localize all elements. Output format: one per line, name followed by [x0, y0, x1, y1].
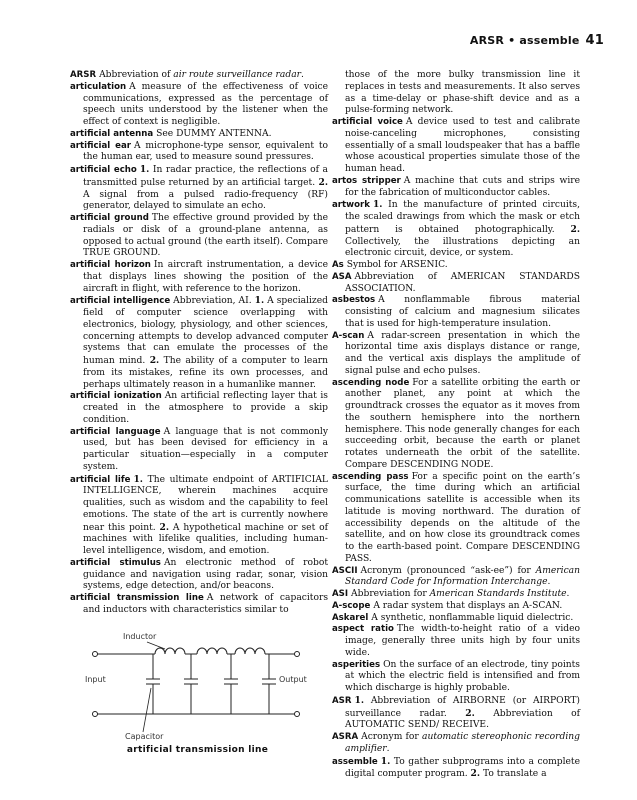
output-terminal-bottom: [295, 712, 300, 717]
dictionary-entry: [332, 624, 580, 659]
entry-text: .: [566, 589, 570, 599]
inductor-1: [155, 648, 185, 654]
entry-headword: artificial language: [70, 426, 161, 437]
dictionary-entry: [70, 213, 328, 260]
entry-text: Abbreviation, AI.: [173, 296, 255, 307]
dictionary-entry: [332, 199, 580, 260]
dictionary-entry: [332, 472, 580, 566]
entry-text: A radar system that displays an A-SCAN.: [373, 600, 563, 611]
entry-text: The ability of a computer to learn from its mistakes, refine its own processes, and perhaps ultimately reason in a humanlike manner.: [83, 356, 328, 390]
entry-text: In radar practice, the reflections of a transmitted pulse returned by an artificial target.: [83, 165, 328, 188]
entry-text: A radar-screen presentation in which the horizontal time axis displays distance or range, and the vertical axis displays the amplitude of signal pulse and echo pulses.: [345, 330, 580, 376]
entry-headword: artificial ground: [70, 213, 149, 223]
capacitor-3: [224, 654, 238, 714]
entry-text: On the surface of an electrode, tiny points at which the electric field is intensified and from which discharge is highly probable.: [345, 659, 580, 693]
entry-text: A measure of the effectiveness of voice communications, expressed as the percentage of speech units understood by the listener when the effect of context is negligible.: [83, 81, 328, 127]
entry-text: 1.: [372, 199, 383, 211]
entry-text: An electronic method of robot guidance and navigation using radar, sonar, vision systems, edge detection, and/or beacons.: [83, 557, 328, 592]
circuit-diagram: [85, 628, 310, 740]
entry-text: Abbreviation of AMERICAN STANDARDS ASSOCIATION.: [345, 271, 580, 294]
entry-text: Symbol for ARSENIC.: [346, 260, 448, 270]
entry-text: For a specific point on the earth’s surface, the time during which an artificial communications satellite is accessible when its latitude is moving northward. The duration of accessibility depends on the altitude of the satellite, and on how close its groundtrack comes to the earth-based point. Compare DESCENDING PASS.: [345, 471, 581, 564]
entry-text: 2.: [470, 768, 481, 780]
left-column: [70, 70, 328, 617]
entry-headword: ARSR: [70, 70, 97, 80]
entry-headword: asbestos: [332, 295, 376, 306]
entry-text: 1.: [133, 473, 143, 485]
entry-text: A nonflammable fibrous material consisting of calcium and magnesium silicates that is used for high-temperature insulation.: [345, 295, 580, 329]
dictionary-entry: [332, 589, 580, 601]
entry-headword: ASRA: [332, 732, 359, 742]
capacitor-4: [262, 654, 276, 714]
entry-text: .: [386, 743, 390, 754]
input-terminal-top: [93, 652, 98, 657]
entry-text: A synthetic, nonflammable liquid dielectric.: [371, 612, 574, 623]
entry-headword: artificial transmission line: [70, 593, 204, 603]
entry-headword: artificial echo: [70, 165, 137, 175]
dictionary-entry: [332, 295, 580, 330]
inductor-3: [235, 648, 265, 654]
entry-text: A specialized field of computer science overlapping with electronics, biology, physiology, and other sciences, concerning attempts to develop advanced computer systems that can emulate the processes of the human mind.: [83, 296, 328, 366]
entry-text: 1.: [354, 694, 364, 706]
dictionary-entry: [332, 613, 580, 625]
dictionary-entry: [332, 176, 580, 200]
entry-text: In the manufacture of printed circuits, the scaled drawings from which the mask or etch pattern is obtained photographically.: [345, 200, 580, 235]
entry-text: Abbreviation of AIRBORNE (or AIRPORT) surveillance radar.: [345, 695, 580, 719]
dictionary-entry: [332, 566, 580, 590]
entry-headword: ASCII: [332, 565, 358, 576]
entry-text: automatic stereophonic recording amplifier: [345, 732, 580, 754]
entry-headword: ascending node: [332, 377, 410, 388]
dictionary-entry: [70, 70, 328, 82]
entry-text: Abbreviation of: [99, 70, 174, 80]
entry-text: Acronym for: [361, 732, 422, 742]
entry-text: The width-to-height ratio of a video image, generally three units high by four units wide.: [345, 624, 580, 658]
entry-headword: aspect ratio: [332, 624, 394, 635]
entry-headword: artificial life: [70, 474, 131, 485]
entry-headword: artwork: [332, 200, 370, 211]
dictionary-entry: [332, 70, 580, 117]
entry-text: 2.: [570, 223, 580, 235]
entry-headword: A-scan: [332, 330, 365, 341]
entry-text: In aircraft instrumentation, a device that displays lines showing the position of the aircraft in flight, with reference to the horizon.: [83, 260, 329, 294]
figure-caption: artificial transmission line: [126, 745, 269, 755]
dictionary-entry: [332, 260, 580, 272]
dictionary-entry: [332, 660, 580, 695]
figure-artificial-transmission-line: [85, 628, 310, 758]
dictionary-entry: [70, 141, 328, 165]
right-column: [332, 70, 580, 781]
dictionary-entry: [332, 272, 580, 296]
dictionary-entry: [332, 378, 580, 472]
entry-text: The ultimate endpoint of ARTIFICIAL INTELLIGENCE, wherein machines acquire qualities, such as wisdom and the capability to feel emotions. The state of the art is currently nowhere near this point.: [83, 474, 328, 533]
dictionary-entry: [332, 601, 580, 613]
dictionary-entry: [70, 260, 328, 295]
entry-headword: artificial ionization: [70, 391, 162, 402]
entry-headword: ASR: [332, 695, 352, 706]
input-terminal-bottom: [93, 712, 98, 717]
entry-headword: asperities: [332, 659, 381, 670]
entry-text: 1.: [380, 755, 391, 767]
entry-text: A hypothetical machine or set of machines with lifelike qualities, including human-level intelligence, wisdom, and emotion.: [83, 522, 328, 556]
entry-text: An artificial reflecting layer that is created in the atmosphere to provide a skip condition.: [83, 391, 328, 425]
entry-text: A machine that cuts and strips wire for the fabrication of multiconductor cables.: [345, 175, 581, 198]
dictionary-entry: [70, 129, 328, 141]
dictionary-entry: [70, 391, 328, 426]
entry-text: A device used to test and calibrate noise-canceling microphones, consisting essentially of a small loudspeaker that has a baffle whose acoustical properties simulate those of the human head.: [345, 117, 580, 174]
capacitor-2: [184, 654, 198, 714]
dictionary-entry: [70, 558, 328, 593]
entry-text: A signal from a pulsed radio-frequency (RF) generator, delayed to simulate an echo.: [83, 189, 328, 212]
entry-headword: artificial ear: [70, 140, 131, 151]
dictionary-entry: [332, 331, 580, 378]
output-label: Output: [279, 675, 307, 684]
dictionary-entry: [332, 117, 580, 176]
dictionary-entry: [332, 695, 580, 732]
entry-text: Collectively, the illustrations depicting an electronic circuit, device, or system.: [345, 236, 580, 259]
entry-headword: ASI: [332, 589, 349, 599]
entry-text: 1.: [139, 164, 150, 175]
entry-headword: artificial intelligence: [70, 296, 171, 307]
entry-headword: assemble: [332, 756, 378, 767]
inductor-leader: [147, 642, 165, 649]
dictionary-entry: [70, 82, 328, 129]
entry-headword: artificial antenna: [70, 128, 154, 139]
entry-headword: As: [332, 260, 344, 270]
entry-text: To gather subprograms into a complete digital computer program.: [345, 756, 580, 780]
entry-text: those of the more bulky transmission line it replaces in tests and measurements. It also serves as a time-delay or phase-shift device and as a pulse-forming network.: [345, 70, 580, 116]
entry-text: American Standards Institute: [429, 589, 567, 599]
page-number: 41: [585, 33, 604, 48]
inductor-2: [197, 648, 227, 654]
entry-text: .: [301, 70, 304, 80]
entry-text: A microphone-type sensor, equivalent to the human ear, used to measure sound pressures.: [83, 140, 328, 163]
entry-headword: ASA: [332, 271, 352, 282]
entry-text: For a satellite orbiting the earth or another planet, any point at which the groundtrack crosses the equator as it moves from the southern hemisphere into the northern hemisphere. This node generally changes for each succeeding orbit, because the earth or planet rotates underneath the orbit of the satellite. Compare DESCENDING NODE.: [345, 377, 580, 470]
dictionary-entry: [332, 756, 580, 782]
dictionary-entry: [70, 427, 328, 474]
entry-headword: artificial horizon: [70, 260, 151, 270]
entry-headword: A-scope: [332, 600, 371, 611]
entry-text: 2.: [149, 355, 160, 366]
entry-text: A language that is not commonly used, but has been devised for efficiency in a particular situation—especially in a computer system.: [83, 426, 328, 472]
entry-headword: ascending pass: [332, 471, 409, 482]
entry-text: The effective ground provided by the radials or disk of a ground-plane antenna, as opposed to actual ground (the earth itself). Compare TRUE GROUND.: [83, 213, 328, 259]
inductor-label: Inductor: [123, 632, 157, 641]
entry-text: air route surveillance radar: [173, 70, 301, 80]
input-label: Input: [85, 675, 106, 684]
entry-headword: artos stripper: [332, 175, 401, 186]
entry-headword: artificial stimulus: [70, 557, 161, 568]
entry-text: See DUMMY ANTENNA.: [156, 128, 272, 139]
entry-text: 2.: [465, 707, 475, 719]
capacitor-label: Capacitor: [125, 732, 164, 741]
dictionary-entry: [70, 164, 328, 213]
capacitor-leader: [143, 688, 151, 732]
entry-text: Acronym (pronounced “ask-ee”) for: [360, 565, 536, 576]
dictionary-entry: [70, 474, 328, 558]
running-head: [470, 33, 604, 48]
entry-text: Abbreviation for: [351, 589, 430, 599]
dictionary-entry: [70, 593, 328, 617]
entry-headword: artificial voice: [332, 117, 403, 127]
output-terminal-top: [295, 652, 300, 657]
dictionary-entry: [332, 732, 580, 756]
entry-text: .: [547, 577, 551, 588]
entry-text: 2.: [159, 521, 170, 533]
entry-text: To translate a: [480, 769, 547, 780]
section-title: ARSR • assemble: [469, 34, 580, 47]
entry-text: A network of capacitors and inductors with characteristics similar to: [83, 593, 328, 615]
entry-headword: Askarel: [332, 612, 369, 623]
entry-text: 2.: [318, 176, 328, 188]
entry-text: Abbreviation of AUTOMATIC SEND/ RECEIVE.: [345, 708, 580, 731]
entry-headword: articulation: [70, 81, 127, 92]
dictionary-entry: [70, 295, 328, 391]
entry-text: 1.: [254, 295, 265, 307]
entry-text: American Standard Code for Information Interchange: [345, 565, 580, 588]
